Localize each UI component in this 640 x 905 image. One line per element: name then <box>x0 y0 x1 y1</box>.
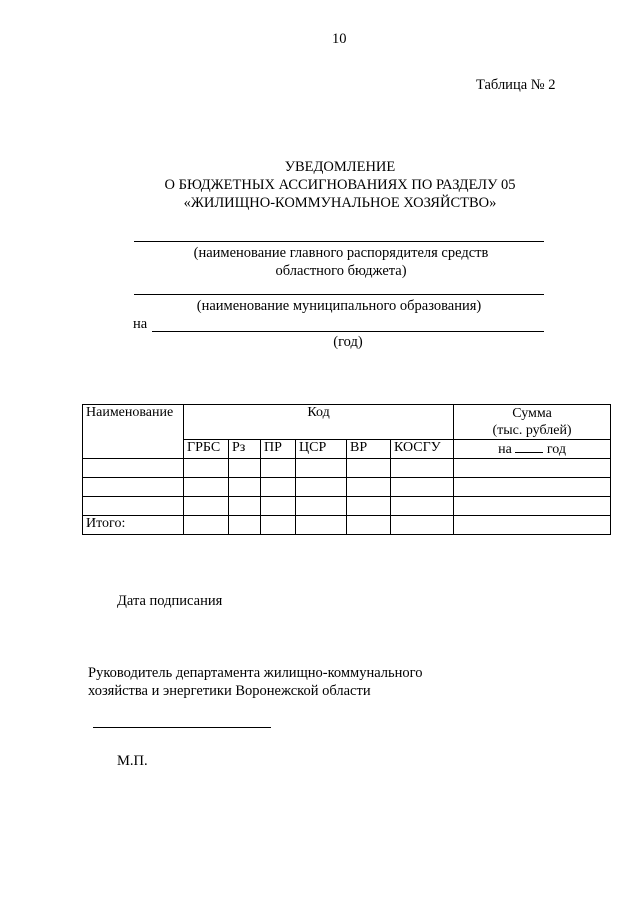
year-line <box>152 331 544 332</box>
code-col-vr: ВР <box>347 440 391 459</box>
on-label: на <box>133 316 148 332</box>
signatory-line-2: хозяйства и энергетики Воронежской области <box>88 683 371 699</box>
distributor-hint-1: (наименование главного распорядителя средств <box>193 245 489 261</box>
sum-year-subheader <box>454 440 611 459</box>
distributor-hint-2: областного бюджета) <box>275 263 407 279</box>
total-label: Итого: <box>83 516 184 535</box>
table-row <box>83 478 611 497</box>
signatory-line-1: Руководитель департамента жилищно-коммунального <box>88 665 423 681</box>
title-line-3: «ЖИЛИЩНО-КОММУНАЛЬНОЕ ХОЗЯЙСТВО» <box>183 195 497 211</box>
distributor-name-line <box>134 241 544 242</box>
col-sum-title: Сумма <box>512 406 552 421</box>
page-number: 10 <box>332 31 347 47</box>
signature-line <box>93 727 271 728</box>
year-hint: (год) <box>333 334 363 350</box>
table-header-row <box>83 405 611 440</box>
table-label: Таблица № 2 <box>476 77 556 93</box>
title-line-2: О БЮДЖЕТНЫХ АССИГНОВАНИЯХ ПО РАЗДЕЛУ 05 <box>164 177 516 193</box>
sum-on-label: на <box>498 442 512 457</box>
col-name-header: Наименование <box>83 405 184 459</box>
municipality-name-line <box>134 294 544 295</box>
budget-table <box>82 404 611 535</box>
code-col-pr: ПР <box>261 440 296 459</box>
code-col-rz: Рз <box>229 440 261 459</box>
signing-date-label: Дата подписания <box>117 593 223 609</box>
sum-year-blank <box>515 440 543 453</box>
code-col-csr: ЦСР <box>296 440 347 459</box>
stamp-label: М.П. <box>117 753 148 769</box>
code-col-kosgu: КОСГУ <box>391 440 454 459</box>
table-row <box>83 497 611 516</box>
col-sum-units: (тыс. рублей) <box>492 423 572 438</box>
table-total-row <box>83 516 611 535</box>
table-row <box>83 459 611 478</box>
code-col-grbs: ГРБС <box>184 440 229 459</box>
title-line-1: УВЕДОМЛЕНИЕ <box>284 159 396 175</box>
col-code-header: Код <box>184 405 454 440</box>
municipality-hint: (наименование муниципального образования) <box>196 298 482 314</box>
sum-year-label: год <box>546 442 566 457</box>
col-sum-header <box>454 405 611 440</box>
